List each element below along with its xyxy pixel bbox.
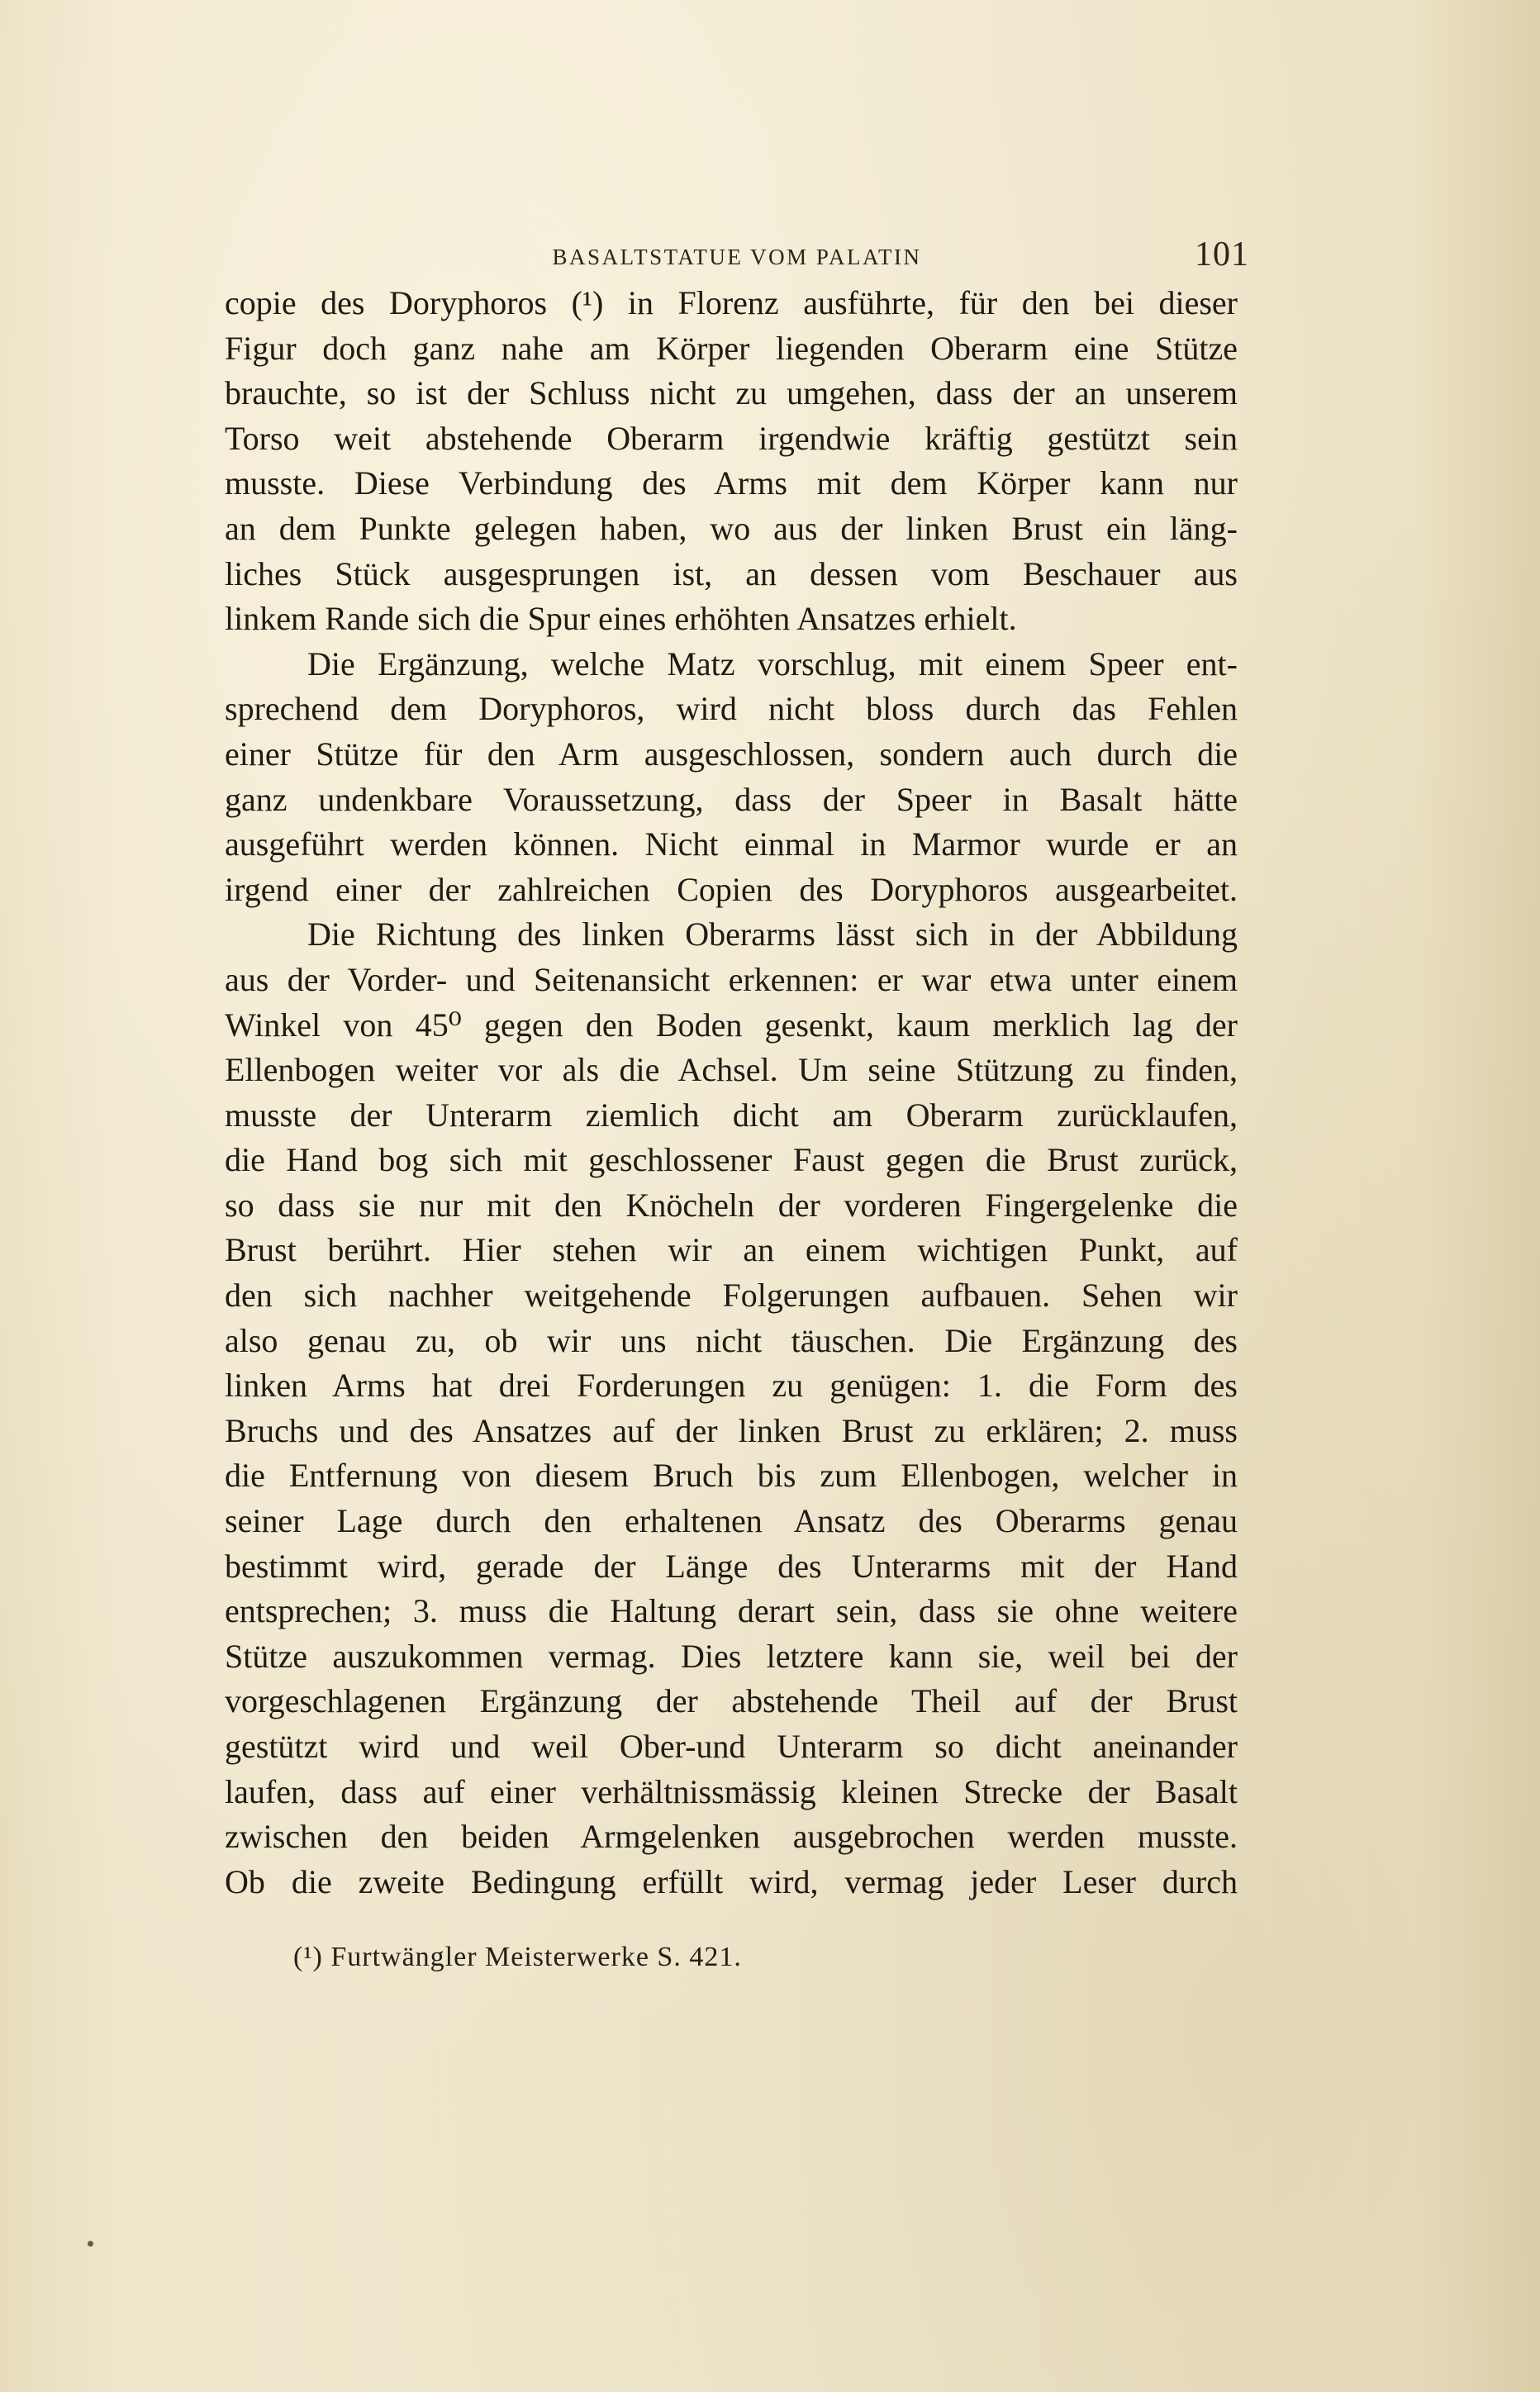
text-line: aus der Vorder- und Seitenansicht erkennen: er war etwa unter einem bbox=[225, 960, 1238, 998]
text-line: Winkel von 45⁰ gegen den Boden gesenkt, kaum merklich lag der bbox=[225, 1006, 1238, 1044]
text-line: Bruchs und des Ansatzes auf der linken Brust zu erklären; 2. muss bbox=[225, 1411, 1238, 1449]
text-line: Stütze auszukommen vermag. Dies letztere kann sie, weil bei der bbox=[225, 1637, 1238, 1675]
text-line: musste. Diese Verbindung des Arms mit dem Körper kann nur bbox=[225, 464, 1238, 502]
text-line: linken Arms hat drei Forderungen zu genügen: 1. die Form des bbox=[225, 1367, 1238, 1405]
text-line: Brust berührt. Hier stehen wir an einem wichtigen Punkt, auf bbox=[225, 1231, 1238, 1269]
text-line: laufen, dass auf einer verhältnissmässig kleinen Strecke der Basalt bbox=[225, 1772, 1238, 1810]
text-line: den sich nachher weitgehende Folgerungen aufbauen. Sehen wir bbox=[225, 1277, 1238, 1315]
text-line: zwischen den beiden Armgelenken ausgebrochen werden musste. bbox=[225, 1818, 1238, 1856]
text-line: ausgeführt werden können. Nicht einmal in Marmor wurde er an bbox=[225, 825, 1238, 863]
text-line: Die Richtung des linken Oberarms lässt sich in der Abbildung bbox=[307, 915, 1238, 953]
text-line: copie des Doryphoros (¹) in Florenz ausführte, für den bei dieser bbox=[225, 284, 1238, 321]
page-header bbox=[225, 230, 1249, 279]
text-line: entsprechen; 3. muss die Haltung derart sein, dass sie ohne weitere bbox=[225, 1592, 1238, 1630]
text-line: ganz undenkbare Voraussetzung, dass der Speer in Basalt hätte bbox=[225, 780, 1238, 818]
text-line: Ellenbogen weiter vor als die Achsel. Um seine Stützung zu finden, bbox=[225, 1051, 1238, 1089]
paper-speck bbox=[88, 2241, 93, 2247]
text-line: brauchte, so ist der Schluss nicht zu umgehen, dass der an unserem bbox=[225, 374, 1238, 412]
text-line: die Entfernung von diesem Bruch bis zum Ellenbogen, welcher in bbox=[225, 1457, 1238, 1495]
text-line: die Hand bog sich mit geschlossener Faust gegen die Brust zurück, bbox=[225, 1141, 1238, 1179]
page-number: 101 bbox=[1195, 235, 1249, 273]
running-head: BASALTSTATUE VOM PALATIN bbox=[552, 245, 922, 269]
text-line: vorgeschlagenen Ergänzung der abstehende Theil auf der Brust bbox=[225, 1682, 1238, 1720]
text-line: Die Ergänzung, welche Matz vorschlug, mit einem Speer ent- bbox=[307, 644, 1238, 682]
text-line: also genau zu, ob wir uns nicht täuschen. Die Ergänzung des bbox=[225, 1321, 1238, 1359]
footnote: (¹) Furtwängler Meisterwerke S. 421. bbox=[293, 1942, 742, 1972]
text-line: musste der Unterarm ziemlich dicht am Oberarm zurücklaufen, bbox=[225, 1096, 1238, 1134]
text-line: Torso weit abstehende Oberarm irgendwie kräftig gestützt sein bbox=[225, 419, 1238, 457]
text-line: Figur doch ganz nahe am Körper liegenden Oberarm eine Stütze bbox=[225, 329, 1238, 367]
text-line: bestimmt wird, gerade der Länge des Unterarms mit der Hand bbox=[225, 1547, 1238, 1585]
text-line: Ob die zweite Bedingung erfüllt wird, vermag jeder Leser durch bbox=[225, 1862, 1238, 1900]
text-line: an dem Punkte gelegen haben, wo aus der linken Brust ein läng- bbox=[225, 509, 1238, 547]
text-line: einer Stütze für den Arm ausgeschlossen, sondern auch durch die bbox=[225, 735, 1238, 773]
text-line: gestützt wird und weil Ober-und Unterarm so dicht aneinander bbox=[225, 1728, 1238, 1765]
text-line: linkem Rande sich die Spur eines erhöhten Ansatzes erhielt. bbox=[225, 600, 1017, 638]
body-text bbox=[225, 281, 1238, 1905]
text-line: sprechend dem Doryphoros, wird nicht bloss durch das Fehlen bbox=[225, 690, 1238, 728]
text-line: seiner Lage durch den erhaltenen Ansatz des Oberarms genau bbox=[225, 1502, 1238, 1540]
text-line: irgend einer der zahlreichen Copien des Doryphoros ausgearbeitet. bbox=[225, 870, 1238, 908]
text-line: liches Stück ausgesprungen ist, an dessen vom Beschauer aus bbox=[225, 554, 1238, 592]
text-line: so dass sie nur mit den Knöcheln der vorderen Fingergelenke die bbox=[225, 1186, 1238, 1224]
